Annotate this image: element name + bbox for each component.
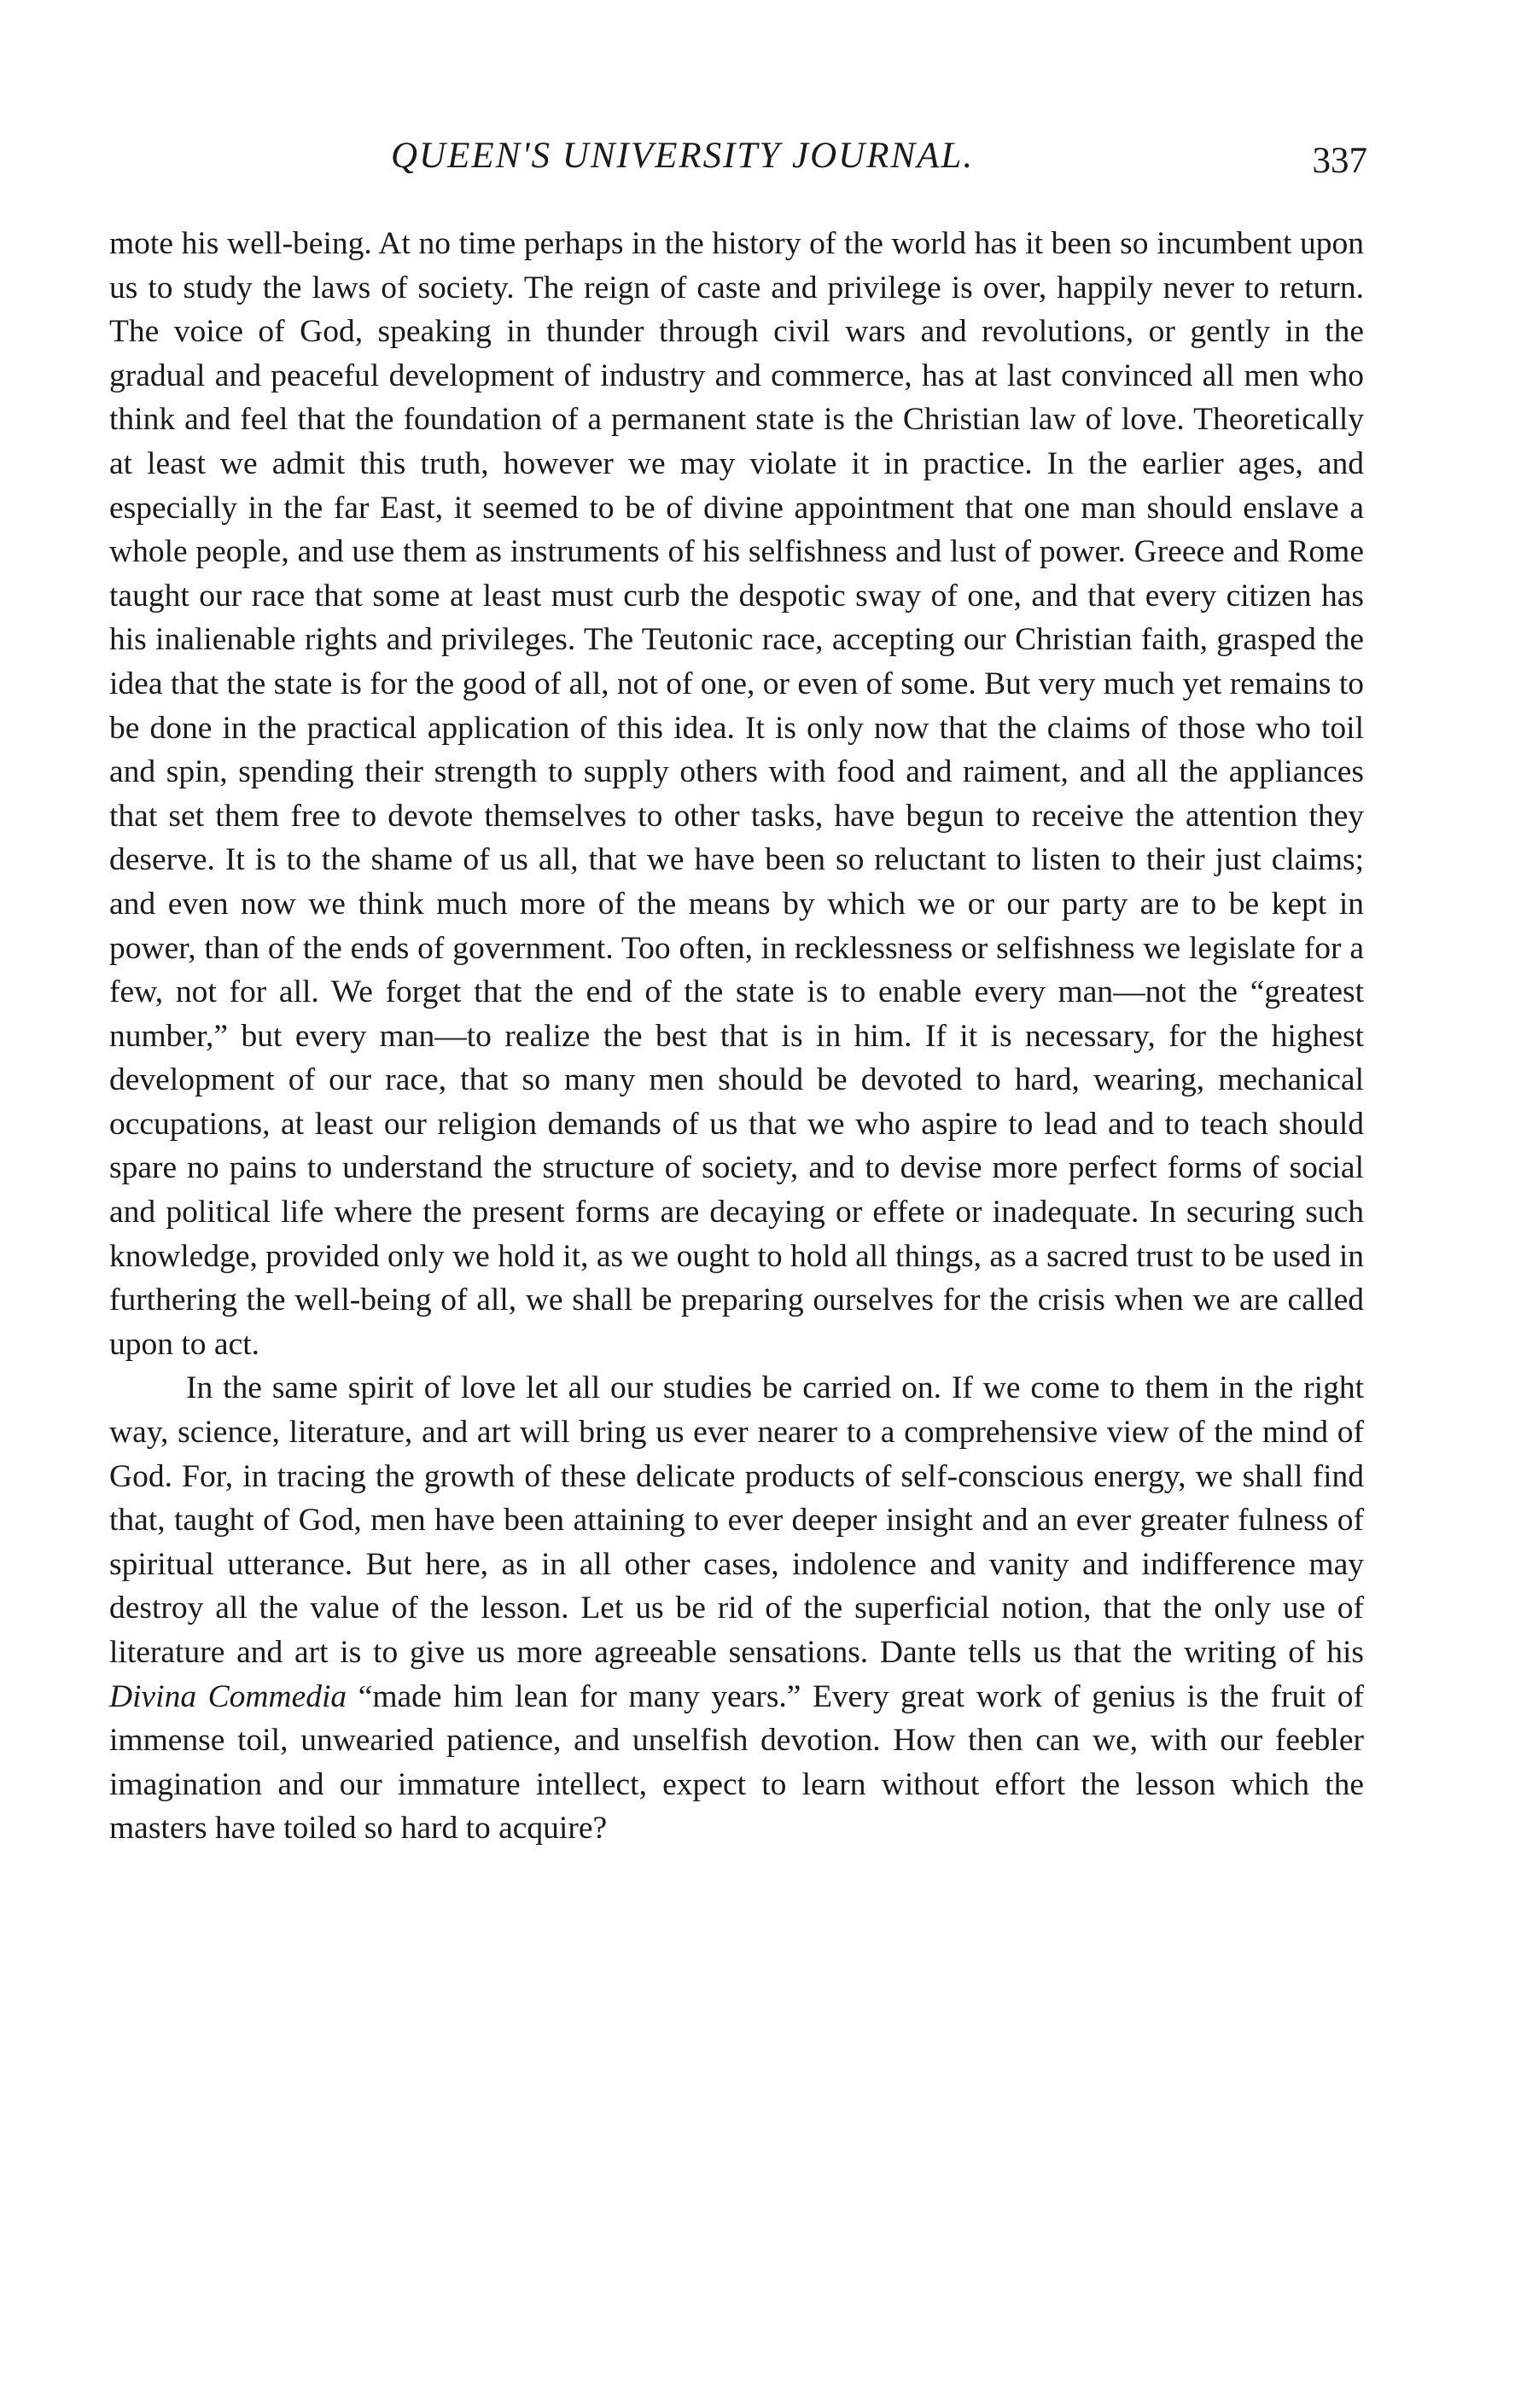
work-title-italic: Divina Commedia — [109, 1678, 347, 1714]
paragraph-2-text-before: In the same spirit of love let all our studies be carried on. If we come to them in the right way, science, literature, and art will bring us ever nearer to a comprehensive view of the mind of God. For, in tracing the growth of these delicate products of self-conscious energy, we shall find that, taught of God, men have been attaining to ever deeper insight and an ever greater fulness of spiritual utterance. But here, as in all other cases, indolence and vanity and indifference may destroy all the value of the lesson. Let us be rid of the superficial notion, that the only use of literature and art is to give us more agreeable sensations. Dante tells us that the writing of his — [109, 1370, 1364, 1670]
journal-page — [109, 128, 1367, 1851]
article-body — [109, 222, 1364, 1851]
paragraph-2-text-after: “made him lean for many years.” Every great work of genius is the fruit of immense toil, unwearied patience, and unselfish devotion. How then can we, with our feebler imagination and our immature intellect, expect to learn without effort the lesson which the masters have toiled so hard to acquire? — [109, 1678, 1364, 1847]
page-header — [109, 128, 1367, 205]
page-number: 337 — [1312, 141, 1367, 181]
paragraph-1: mote his well-being. At no time perhaps in the history of the world has it been so incumbent upon us to study the laws of society. The reign of caste and privilege is over, happily never to return. The voice of God, speaking in thunder through civil wars and revolutions, or gently in the gradual and peaceful development of industry and commerce, has at last convinced all men who think and feel that the foundation of a permanent state is the Christian law of love. Theoretically at least we admit this truth, however we may violate it in practice. In the earlier ages, and especially in the far East, it seemed to be of divine appointment that one man should enslave a whole people, and use them as instruments of his selfishness and lust of power. Greece and Rome taught our race that some at least must curb the despotic sway of one, and that every citizen has his inalienable rights and privileges. The Teutonic race, accepting our Christian faith, grasped the idea that the state is for the good of all, not of one, or even of some. But very much yet remains to be done in the practical application of this idea. It is only now that the claims of those who toil and spin, spending their strength to supply others with food and raiment, and all the appliances that set them free to devote themselves to other tasks, have begun to receive the attention they deserve. It is to the shame of us all, that we have been so reluctant to listen to their just claims; and even now we think much more of the means by which we or our party are to be kept in power, than of the ends of government. Too often, in recklessness or selfishness we legislate for a few, not for all. We forget that the end of the state is to enable every man—not the “greatest number,” but every man—to realize the best that is in him. If it is necessary, for the highest development of our race, that so many men should be devoted to hard, wearing, mechanical occupations, at least our religion demands of us that we who aspire to lead and to teach should spare no pains to understand the structure of society, and to devise more perfect forms of social and political life where the present forms are decaying or effete or inadequate. In securing such knowledge, provided only we hold it, as we ought to hold all things, as a sacred trust to be used in furthering the well-being of all, we shall be preparing ourselves for the crisis when we are called upon to act. — [109, 226, 1364, 1362]
paragraph-2 — [109, 1366, 1364, 1851]
journal-title: QUEEN'S UNIVERSITY JOURNAL. — [391, 136, 975, 176]
